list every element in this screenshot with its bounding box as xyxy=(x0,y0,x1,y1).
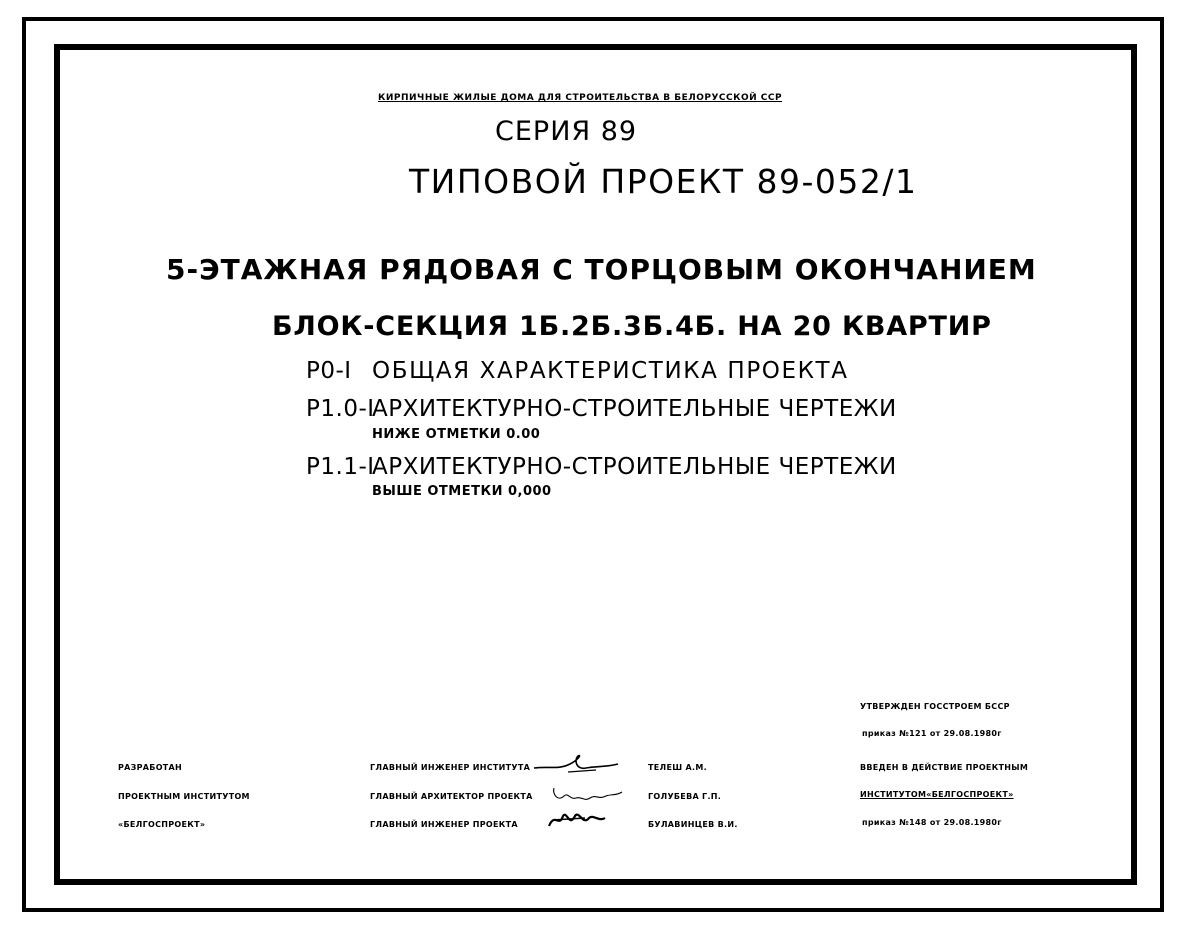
developer-line2: ПРОЕКТНЫМ ИНСТИТУТОМ xyxy=(118,792,250,801)
introduced-line2: ИНСТИТУТОМ«БЕЛГОСПРОЕКТ» xyxy=(860,790,1014,799)
introduced-order: приказ №148 от 29.08.1980г xyxy=(862,818,1002,827)
handwritten-signature xyxy=(530,752,622,778)
signature-role: ГЛАВНЫЙ АРХИТЕКТОР ПРОЕКТА xyxy=(370,792,533,801)
signature-role: ГЛАВНЫЙ ИНЖЕНЕР ПРОЕКТА xyxy=(370,820,518,829)
developer-line1: РАЗРАБОТАН xyxy=(118,763,183,772)
block-title: БЛОК-СЕКЦИЯ 1Б.2Б.3Б.4Б. НА 20 КВАРТИР xyxy=(272,311,992,342)
approval-order: приказ №121 от 29.08.1980г xyxy=(862,729,1002,738)
header-line: КИРПИЧНЫЕ ЖИЛЫЕ ДОМА ДЛЯ СТРОИТЕЛЬСТВА В БЕЛОРУССКОЙ ССР xyxy=(378,93,783,103)
developer-line3: «БЕЛГОСПРОЕКТ» xyxy=(118,820,206,829)
building-title: 5-ЭТАЖНАЯ РЯДОВАЯ С ТОРЦОВЫМ ОКОНЧАНИЕМ xyxy=(166,253,1037,286)
series-title: СЕРИЯ 89 xyxy=(495,116,638,147)
section-note: ВЫШЕ ОТМЕТКИ 0,000 xyxy=(372,484,552,499)
approval-title: УТВЕРЖДЕН ГОССТРОЕМ БССР xyxy=(860,702,1010,711)
signature-name: БУЛАВИНЦЕВ В.И. xyxy=(648,820,738,829)
section-title: АРХИТЕКТУРНО-СТРОИТЕЛЬНЫЕ ЧЕРТЕЖИ xyxy=(372,454,897,480)
section-code: Р1.1-I xyxy=(306,454,375,480)
section-title: ОБЩАЯ ХАРАКТЕРИСТИКА ПРОЕКТА xyxy=(372,358,849,384)
signature-name: ГОЛУБЕВА Г.П. xyxy=(648,792,722,801)
project-title: ТИПОВОЙ ПРОЕКТ 89-052/1 xyxy=(409,162,918,201)
handwritten-signature xyxy=(545,808,609,832)
section-note: НИЖЕ ОТМЕТКИ 0.00 xyxy=(372,427,541,442)
section-title: АРХИТЕКТУРНО-СТРОИТЕЛЬНЫЕ ЧЕРТЕЖИ xyxy=(372,396,897,422)
handwritten-signature xyxy=(548,782,628,808)
introduced-line1: ВВЕДЕН В ДЕЙСТВИЕ ПРОЕКТНЫМ xyxy=(860,763,1029,772)
signature-name: ТЕЛЕШ А.М. xyxy=(648,763,707,772)
section-code: Р0-I xyxy=(306,358,352,384)
signature-role: ГЛАВНЫЙ ИНЖЕНЕР ИНСТИТУТА xyxy=(370,763,531,772)
section-code: Р1.0-I xyxy=(306,396,375,422)
